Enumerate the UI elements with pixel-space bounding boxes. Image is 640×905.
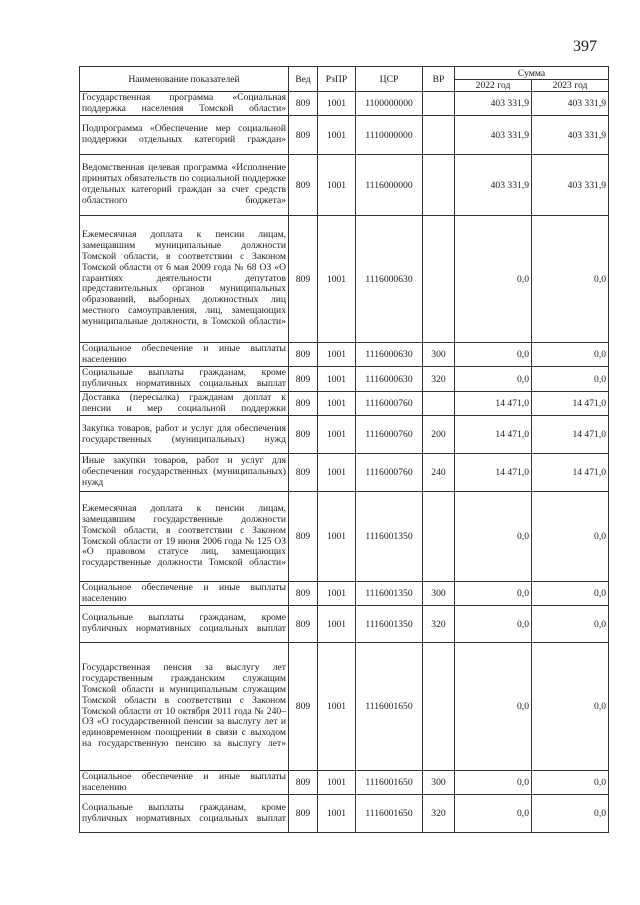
row-amount-2023: 0,0 (532, 582, 609, 606)
row-rzpr: 1001 (318, 454, 356, 492)
row-rzpr: 1001 (318, 116, 356, 155)
row-name: Социальные выплаты гражданам, кроме публичных нормативных социальных выплат (80, 606, 289, 643)
row-amount-2022: 0,0 (455, 771, 532, 795)
table-row (80, 392, 609, 416)
table-row (80, 771, 609, 795)
table-row (80, 92, 609, 116)
row-csr: 1116001350 (356, 582, 423, 606)
row-ved: 809 (289, 606, 318, 643)
table-row (80, 367, 609, 392)
row-amount-2023: 0,0 (532, 492, 609, 582)
row-rzpr: 1001 (318, 795, 356, 833)
page-number: 397 (573, 38, 597, 55)
row-amount-2023: 403 331,9 (532, 155, 609, 216)
row-ved: 809 (289, 216, 318, 343)
header-year-2022: 2022 год (455, 80, 532, 92)
row-ved: 809 (289, 343, 318, 367)
table-row (80, 343, 609, 367)
row-amount-2023: 0,0 (532, 771, 609, 795)
row-ved: 809 (289, 582, 318, 606)
row-name: Доставка (пересылка) гражданам доплат к пенсии и мер социальной поддержки (80, 392, 289, 416)
row-csr: 1116000000 (356, 155, 423, 216)
row-vr: 300 (423, 343, 455, 367)
row-name: Социальное обеспечение и иные выплаты населению (80, 771, 289, 795)
row-ved: 809 (289, 155, 318, 216)
row-amount-2022: 0,0 (455, 343, 532, 367)
row-csr: 1116001650 (356, 643, 423, 771)
row-name: Социальное обеспечение и иные выплаты населению (80, 343, 289, 367)
row-rzpr: 1001 (318, 343, 356, 367)
row-csr: 1116000630 (356, 216, 423, 343)
row-rzpr: 1001 (318, 392, 356, 416)
row-amount-2023: 14 471,0 (532, 392, 609, 416)
row-csr: 1116000760 (356, 454, 423, 492)
row-amount-2022: 14 471,0 (455, 416, 532, 454)
table-row (80, 155, 609, 216)
table-header (80, 67, 609, 92)
row-amount-2023: 0,0 (532, 216, 609, 343)
row-amount-2023: 403 331,9 (532, 116, 609, 155)
row-amount-2022: 0,0 (455, 795, 532, 833)
row-csr: 1116000760 (356, 416, 423, 454)
row-ved: 809 (289, 795, 318, 833)
row-rzpr: 1001 (318, 606, 356, 643)
table-row (80, 454, 609, 492)
row-name: Иные закупки товаров, работ и услуг для обеспечения государственных (муниципальных) нужд (80, 454, 289, 492)
table-row (80, 216, 609, 343)
row-amount-2022: 0,0 (455, 367, 532, 392)
row-csr: 1116000630 (356, 343, 423, 367)
row-amount-2023: 0,0 (532, 606, 609, 643)
table-row (80, 416, 609, 454)
row-rzpr: 1001 (318, 216, 356, 343)
row-ved: 809 (289, 454, 318, 492)
row-ved: 809 (289, 367, 318, 392)
row-rzpr: 1001 (318, 582, 356, 606)
row-name: Социальные выплаты гражданам, кроме публичных нормативных социальных выплат (80, 367, 289, 392)
budget-table (79, 66, 609, 833)
row-amount-2022: 0,0 (455, 606, 532, 643)
row-rzpr: 1001 (318, 416, 356, 454)
row-ved: 809 (289, 771, 318, 795)
row-csr: 1116001350 (356, 492, 423, 582)
row-vr: 320 (423, 367, 455, 392)
header-csr: ЦСР (356, 67, 423, 92)
table-row (80, 643, 609, 771)
header-ved: Вед (289, 67, 318, 92)
row-csr: 1100000000 (356, 92, 423, 116)
row-name: Подпрограмма «Обеспечение мер социальной поддержки отдельных категорий граждан» (80, 116, 289, 155)
row-ved: 809 (289, 643, 318, 771)
row-amount-2022: 0,0 (455, 216, 532, 343)
header-rzpr: РзПР (318, 67, 356, 92)
table-row (80, 795, 609, 833)
table-row (80, 582, 609, 606)
row-vr: 320 (423, 795, 455, 833)
row-ved: 809 (289, 392, 318, 416)
table-body (80, 92, 609, 833)
row-name: Ведомственная целевая программа «Исполнение принятых обязательств по социальной поддержке отдельных категорий граждан за счет средств областного бюджета» (80, 155, 289, 216)
row-name: Социальные выплаты гражданам, кроме публичных нормативных социальных выплат (80, 795, 289, 833)
row-ved: 809 (289, 492, 318, 582)
row-name: Ежемесячная доплата к пенсии лицам, замещавшим государственные должности Томской области, в соответствии с Законом Томской области от 19 июня 2006 года № 125 ОЗ «О правовом статусе лиц, замещающих государственные должности Томской области» (80, 492, 289, 582)
row-csr: 1116001650 (356, 771, 423, 795)
row-vr: 300 (423, 582, 455, 606)
row-vr (423, 216, 455, 343)
table-row (80, 492, 609, 582)
row-vr: 300 (423, 771, 455, 795)
row-amount-2022: 14 471,0 (455, 454, 532, 492)
row-vr: 240 (423, 454, 455, 492)
row-amount-2022: 403 331,9 (455, 155, 532, 216)
row-vr (423, 155, 455, 216)
row-amount-2023: 14 471,0 (532, 416, 609, 454)
table-row (80, 116, 609, 155)
row-amount-2022: 0,0 (455, 582, 532, 606)
row-amount-2022: 14 471,0 (455, 392, 532, 416)
row-vr (423, 392, 455, 416)
row-amount-2023: 0,0 (532, 643, 609, 771)
row-amount-2022: 403 331,9 (455, 92, 532, 116)
row-amount-2022: 403 331,9 (455, 116, 532, 155)
row-vr (423, 92, 455, 116)
row-amount-2023: 403 331,9 (532, 92, 609, 116)
row-rzpr: 1001 (318, 643, 356, 771)
header-sum: Сумма (455, 67, 609, 80)
row-rzpr: 1001 (318, 492, 356, 582)
row-rzpr: 1001 (318, 367, 356, 392)
row-rzpr: 1001 (318, 155, 356, 216)
row-amount-2023: 14 471,0 (532, 454, 609, 492)
row-vr (423, 492, 455, 582)
row-amount-2023: 0,0 (532, 367, 609, 392)
row-ved: 809 (289, 416, 318, 454)
row-csr: 1116000760 (356, 392, 423, 416)
row-csr: 1110000000 (356, 116, 423, 155)
row-vr (423, 643, 455, 771)
row-amount-2023: 0,0 (532, 795, 609, 833)
row-rzpr: 1001 (318, 92, 356, 116)
row-name: Государственная пенсия за выслугу лет государственным гражданским служащим Томской области и муниципальным служащим Томской области в соответствии с Законом Томской области от 10 октября 2011 года № 240–ОЗ «О государственной пенсии за выслугу лет и единовременном поощрении в связи с выходом на государственную пенсию за выслугу лет» (80, 643, 289, 771)
row-amount-2022: 0,0 (455, 492, 532, 582)
row-vr: 200 (423, 416, 455, 454)
row-rzpr: 1001 (318, 771, 356, 795)
header-name: Наименование показателей (80, 67, 289, 92)
row-csr: 1116000630 (356, 367, 423, 392)
row-name: Ежемесячная доплата к пенсии лицам, замещавшим муниципальные должности Томской области, в соответствии с Законом Томской области от 6 мая 2009 года № 68 ОЗ «О гарантиях деятельности депутатов представительных органов муниципальных образований, выборных должностных лиц местного самоуправления, лиц, замещающих муниципальные должности, в Томской области» (80, 216, 289, 343)
row-amount-2022: 0,0 (455, 643, 532, 771)
row-vr: 320 (423, 606, 455, 643)
row-amount-2023: 0,0 (532, 343, 609, 367)
row-name: Социальное обеспечение и иные выплаты населению (80, 582, 289, 606)
row-csr: 1116001650 (356, 795, 423, 833)
row-ved: 809 (289, 116, 318, 155)
header-year-2023: 2023 год (532, 80, 609, 92)
row-ved: 809 (289, 92, 318, 116)
row-name: Закупка товаров, работ и услуг для обеспечения государственных (муниципальных) нужд (80, 416, 289, 454)
header-vr: ВР (423, 67, 455, 92)
row-name: Государственная программа «Социальная поддержка населения Томской области» (80, 92, 289, 116)
row-vr (423, 116, 455, 155)
table-row (80, 606, 609, 643)
row-csr: 1116001350 (356, 606, 423, 643)
